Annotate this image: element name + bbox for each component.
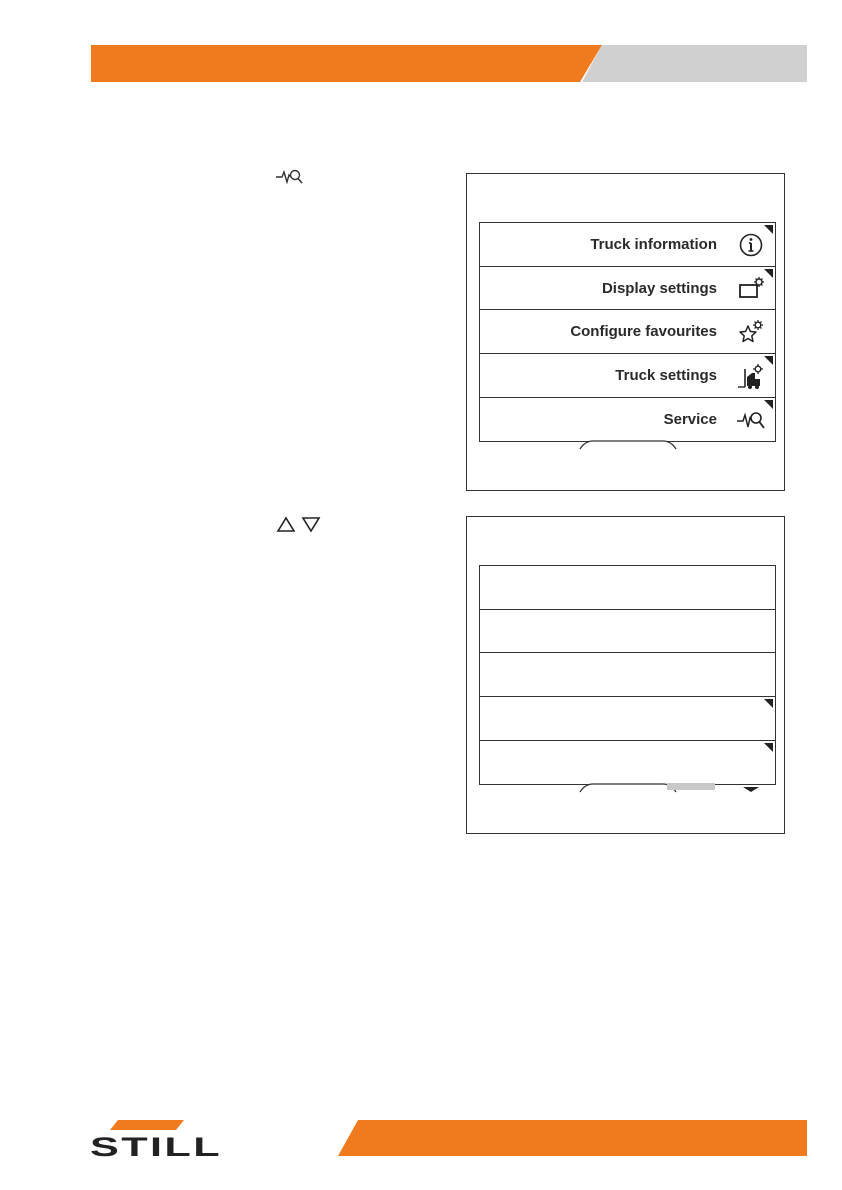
menu-item-truck-settings[interactable]: [479, 353, 776, 398]
menu-item-label: Truck settings: [615, 367, 717, 385]
scroll-down-icon: [743, 787, 759, 792]
footer-band: [0, 1110, 842, 1190]
service-menu-item-5[interactable]: [479, 740, 776, 785]
still-logo: [90, 1120, 222, 1162]
up-down-arrows-icon: [276, 515, 324, 533]
submenu-indicator-icon: [764, 743, 773, 752]
service-menu-item-4[interactable]: [479, 696, 776, 741]
service-menu-item-3[interactable]: [479, 652, 776, 697]
submenu-indicator-icon: [764, 356, 773, 365]
menu-item-label: Display settings: [601, 279, 717, 297]
menu-item-label: Service: [663, 410, 717, 428]
star-gear-icon: [735, 317, 767, 347]
svg-text:STILL: STILL: [90, 1132, 222, 1162]
menu-item-configure-favourites[interactable]: [479, 309, 776, 354]
submenu-indicator-icon: [764, 699, 773, 708]
menu-item-label: Truck information: [590, 236, 717, 253]
service-icon: [274, 166, 304, 188]
service-menu-list: [479, 565, 776, 785]
menu-item-service[interactable]: [479, 397, 776, 442]
submenu-indicator-icon: [764, 269, 773, 278]
header-band: [0, 0, 842, 90]
menu-item-label: Configure favourites: [570, 323, 717, 341]
menu-item-truck-information[interactable]: [479, 222, 776, 267]
truck-settings-icon: [735, 361, 767, 391]
submenu-indicator-icon: [764, 225, 773, 234]
service-menu-item-2[interactable]: [479, 609, 776, 654]
service-menu-screen: [466, 516, 785, 834]
submenu-indicator-icon: [764, 400, 773, 409]
main-menu-list: [479, 222, 776, 442]
info-icon: [735, 230, 767, 260]
service-icon: [735, 405, 767, 435]
main-menu-screen: [466, 173, 785, 491]
menu-item-display-settings[interactable]: [479, 266, 776, 311]
service-menu-item-1[interactable]: [479, 565, 776, 610]
display-settings-icon: [735, 274, 767, 304]
